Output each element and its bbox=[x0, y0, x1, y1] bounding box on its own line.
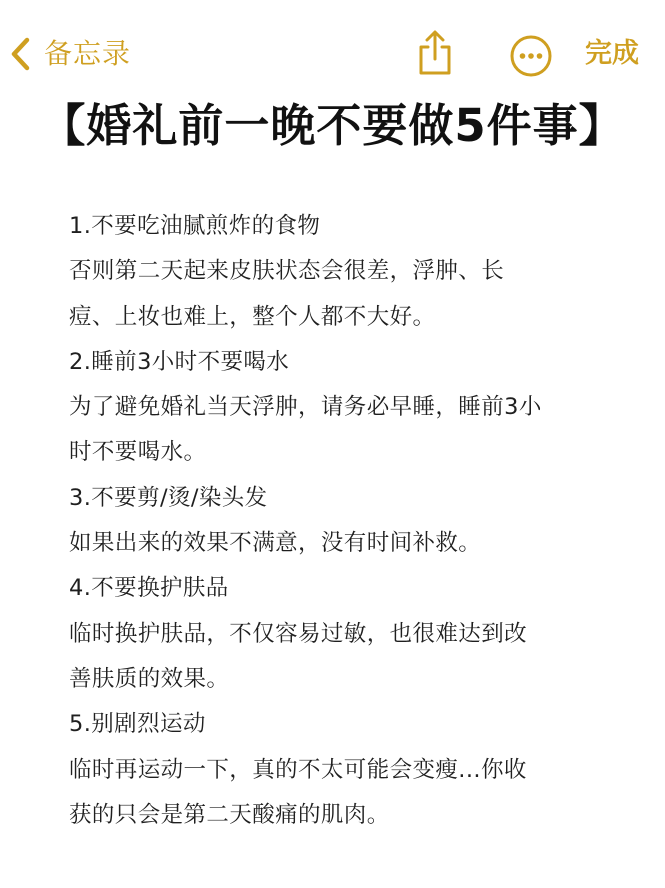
note-title: 【婚礼前一晚不要做5件事】 bbox=[40, 99, 625, 152]
note-line: 如果出来的效果不满意，没有时间补救。 bbox=[69, 530, 482, 557]
note-line: 5.别剧烈运动 bbox=[69, 711, 206, 738]
note-line: 临时换护肤品，不仅容易过敏，也很难达到改 bbox=[69, 620, 528, 647]
share-icon bbox=[416, 30, 454, 76]
note-line: 否则第二天起来皮肤状态会很差，浮肿、长 bbox=[69, 258, 505, 285]
note-line: 2.睡前3小时不要喝水 bbox=[69, 348, 290, 375]
note-line: 痘、上妆也难上，整个人都不大好。 bbox=[69, 303, 436, 330]
navigation-bar bbox=[0, 0, 665, 100]
back-button[interactable] bbox=[6, 32, 131, 76]
note-line: 3.不要剪/烫/染头发 bbox=[69, 484, 268, 511]
share-button[interactable] bbox=[416, 30, 454, 76]
done-button[interactable]: 完成 bbox=[585, 38, 639, 69]
more-button[interactable] bbox=[509, 34, 553, 78]
note-line: 4.不要换护肤品 bbox=[69, 575, 229, 602]
note-line: 善肤质的效果。 bbox=[69, 665, 230, 692]
note-line: 临时再运动一下，真的不太可能会变瘦...你收 bbox=[69, 756, 527, 783]
chevron-left-icon bbox=[6, 35, 36, 73]
note-body bbox=[69, 204, 629, 838]
more-ellipsis-icon bbox=[509, 34, 553, 78]
note-line: 时不要喝水。 bbox=[69, 439, 207, 466]
note-line: 为了避免婚礼当天浮肿，请务必早睡，睡前3小 bbox=[69, 394, 542, 421]
note-line: 获的只会是第二天酸痛的肌肉。 bbox=[69, 801, 390, 828]
note-line: 1.不要吃油腻煎炸的食物 bbox=[69, 213, 321, 239]
back-label: 备忘录 bbox=[44, 37, 132, 70]
